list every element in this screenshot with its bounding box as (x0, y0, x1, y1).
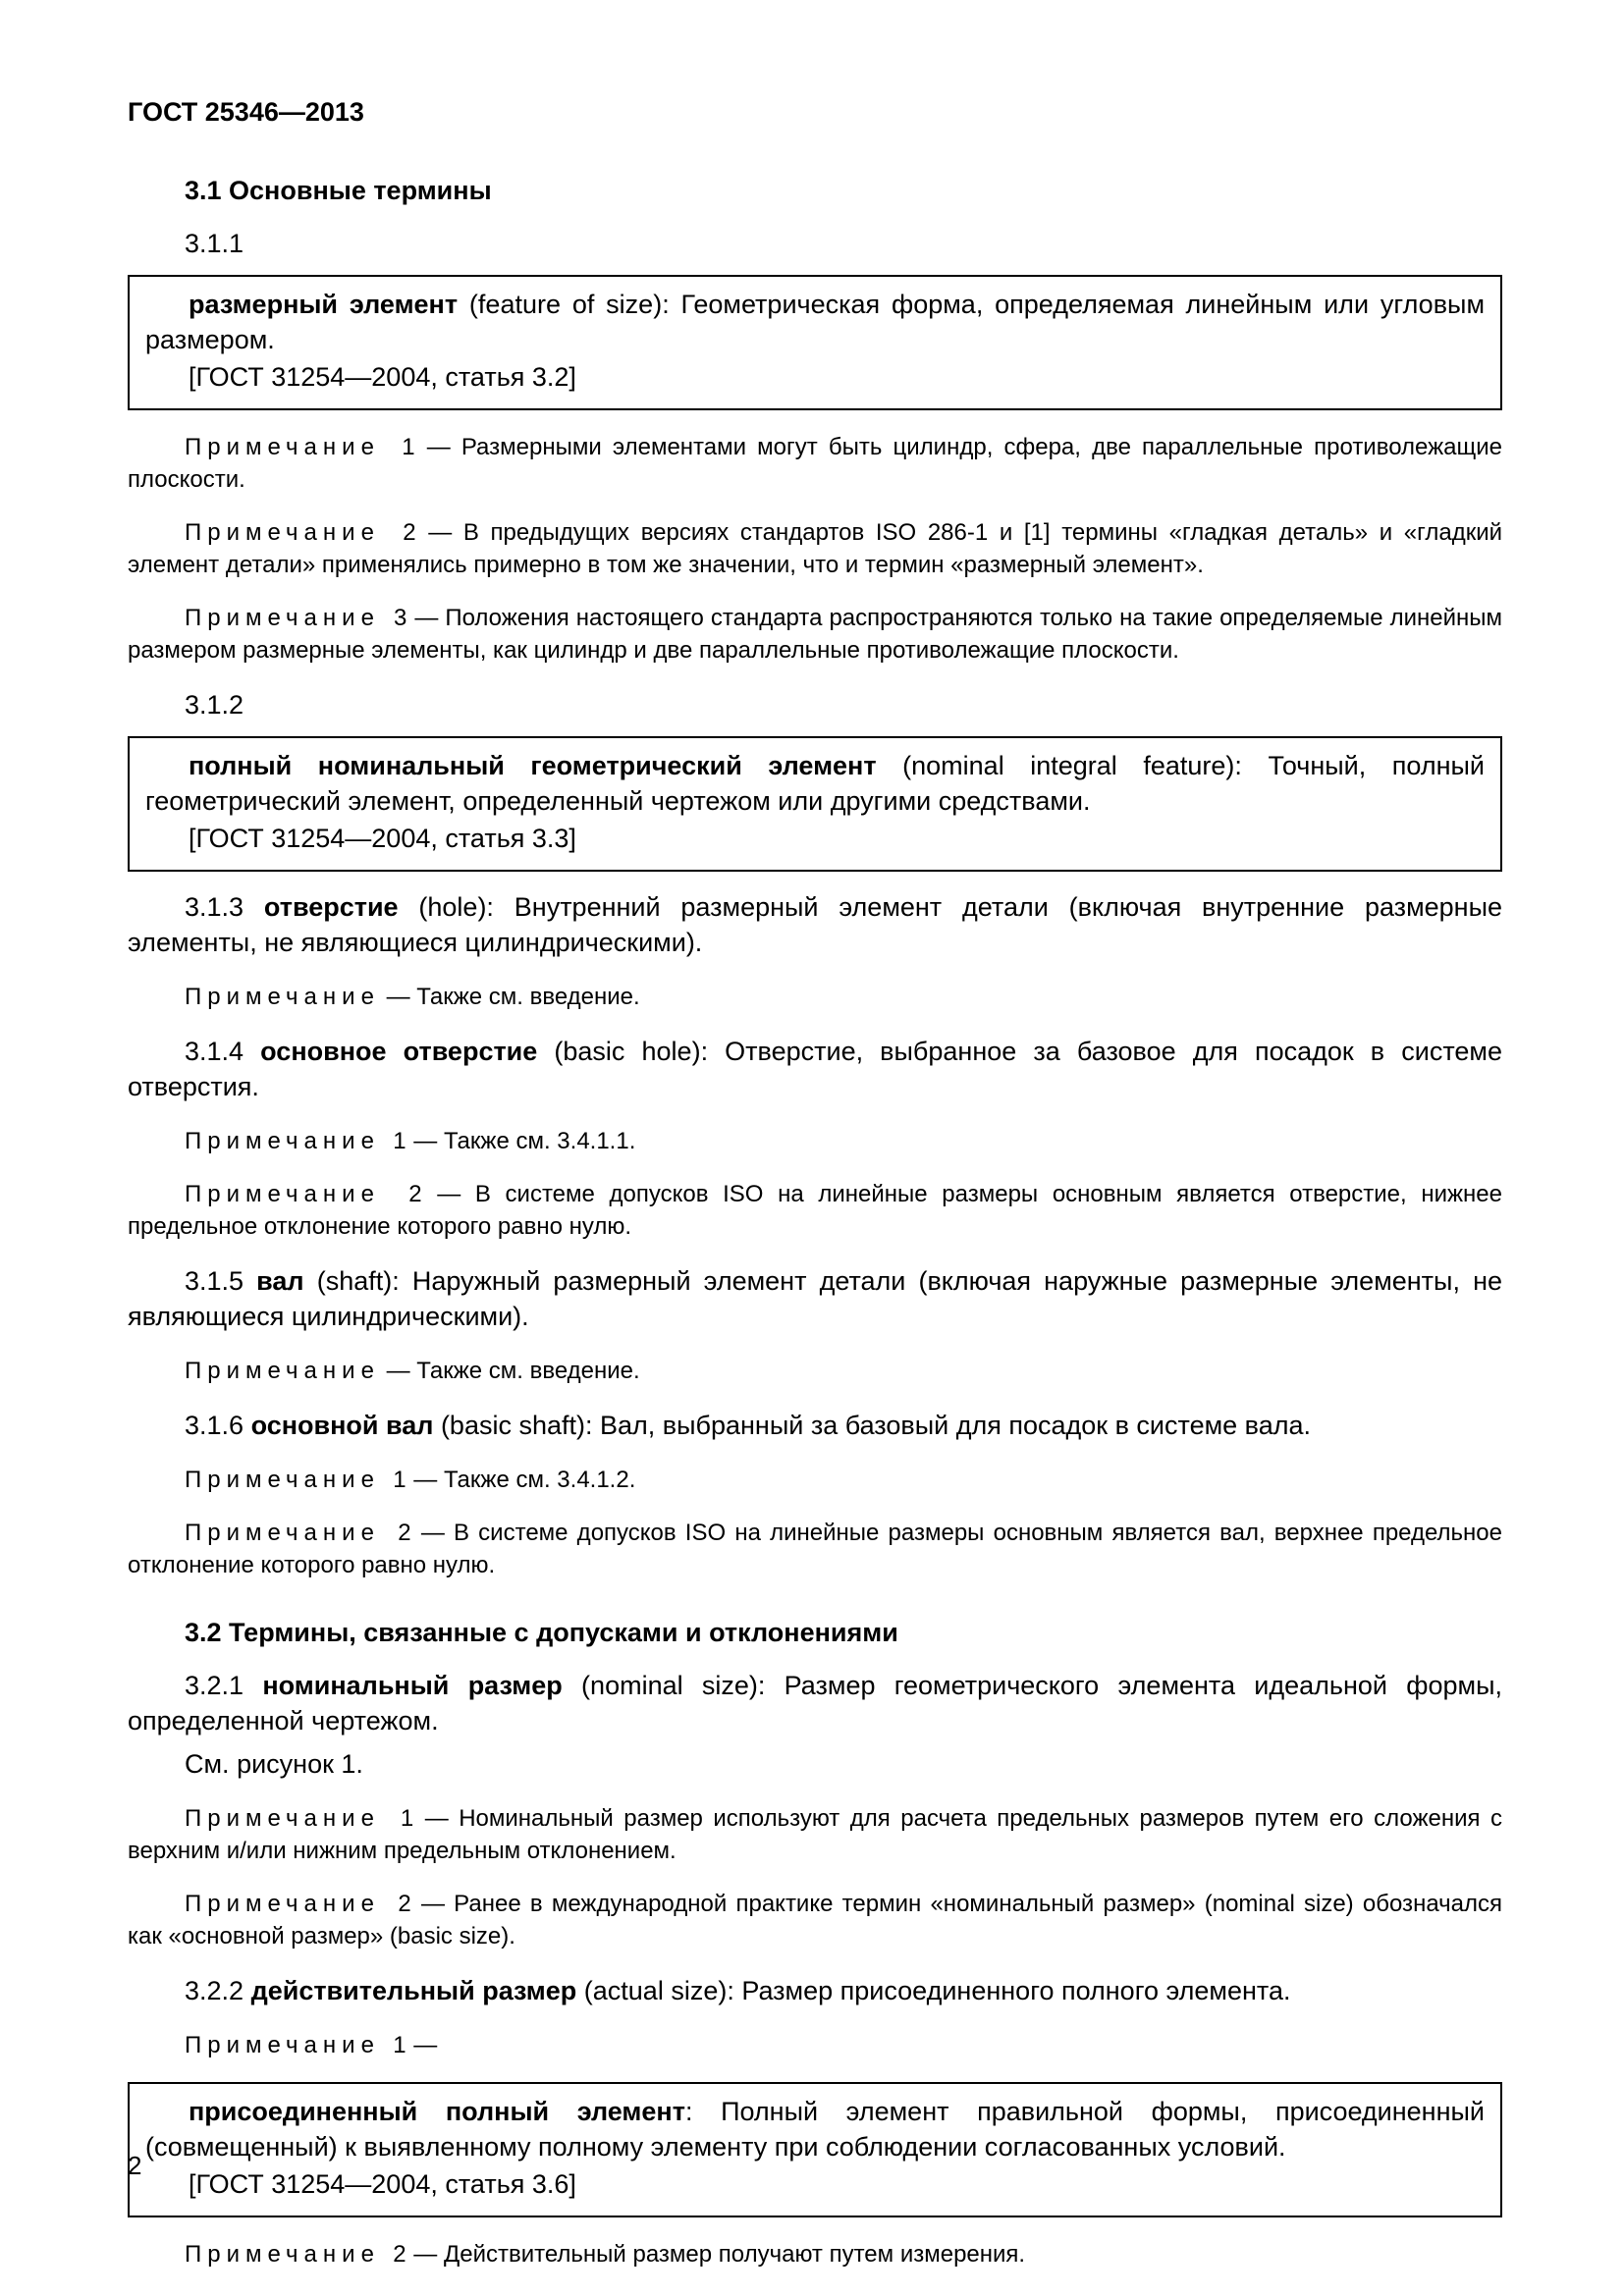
note (128, 1464, 1502, 1496)
page-number: 2 (128, 2151, 142, 2180)
clause-paragraph (128, 1973, 1502, 2008)
definition-text: : Полный элемент правильной формы, присоединенный (совмещенный) к выявленному полному элементу при соблюдении согласованных условий. (145, 2097, 1485, 2162)
note-text: — Ранее в международной практике термин «номинальный размер» (nominal size) обозначался как «основной размер» (basic size). (128, 1891, 1502, 1949)
note-text: — Положения настоящего стандарта распространяются только на такие определяемые линейным размером размерные элементы, как цилиндр и две параллельные противолежащие плоскости. (128, 605, 1503, 664)
term: номинальный размер (262, 1671, 563, 1700)
note-label: Примечание (185, 1358, 380, 1384)
definition-line (145, 2166, 1485, 2202)
note-number: 1 (393, 1467, 407, 1493)
term: размерный элемент (189, 290, 459, 319)
note (128, 516, 1502, 581)
definition-box (128, 275, 1502, 410)
paragraph: См. рисунок 1. (185, 1749, 363, 1779)
note-label: Примечание (185, 605, 380, 631)
note (128, 2238, 1502, 2270)
clause-paragraph (128, 1408, 1502, 1443)
note-label: Примечание (185, 2032, 380, 2058)
clause-text: (hole): Внутренний размерный элемент детали (включая внутренние размерные элементы, не являющиеся цилиндрическими). (128, 892, 1502, 957)
note-label: Примечание (185, 434, 380, 460)
definition-text: [ГОСТ 31254—2004, статья 3.2] (189, 362, 576, 392)
note (128, 1355, 1502, 1387)
definition-box (128, 2082, 1502, 2217)
clause-text: (shaft): Наружный размерный элемент детали (включая наружные размерные элементы, не являющиеся цилиндрическими). (128, 1266, 1502, 1331)
note-label: Примечание (185, 2241, 380, 2268)
note-text: — Размерными элементами могут быть цилиндр, сфера, две параллельные противолежащие плоскости. (128, 434, 1502, 493)
note-number: 2 (408, 1181, 423, 1207)
definition-line (145, 748, 1485, 819)
clause-text: 3.1.4 (185, 1037, 261, 1066)
document-content (128, 173, 1502, 2270)
term: присоединенный полный элемент (189, 2097, 685, 2126)
clause-text: (basic hole): Отверстие, выбранное за базовое для посадок в системе отверстия. (128, 1037, 1502, 1101)
clause-text: 3.1.5 (185, 1266, 257, 1296)
definition-text: (nominal integral feature): Точный, полный геометрический элемент, определенный чертежом или другими средствами. (145, 751, 1485, 816)
note-label: Примечание (185, 1128, 380, 1154)
clause-text: 3.1.6 (185, 1411, 251, 1440)
note-label: Примечание (185, 1181, 380, 1207)
definition-line (145, 359, 1485, 395)
note-number: 2 (398, 1520, 412, 1546)
note-number: 2 (393, 2241, 407, 2268)
note-number: 2 (403, 519, 417, 546)
note-number: 3 (393, 605, 408, 631)
term: отверстие (263, 892, 399, 922)
paragraph: 3.1.1 (185, 229, 244, 258)
clause-text: 3.2.2 (185, 1976, 251, 2005)
note-text: — В системе допусков ISO на линейные размеры основным является отверстие, нижнее предельное отклонение которого равно нулю. (128, 1181, 1503, 1240)
note-number: 1 (400, 1805, 415, 1832)
note (128, 431, 1502, 496)
note-label: Примечание (185, 984, 380, 1010)
term: основной вал (250, 1411, 434, 1440)
note-text: — Номинальный размер используют для расчета предельных размеров путем его сложения с верхним и/или нижним предельным отклонением. (128, 1805, 1502, 1864)
note-text: — Также см. введение. (386, 984, 640, 1010)
section-heading: 3.1 Основные термины (185, 176, 492, 205)
note-label: Примечание (185, 1805, 380, 1832)
note-text: — (413, 2032, 438, 2058)
definition-line (145, 821, 1485, 856)
clause-paragraph (128, 1668, 1502, 1738)
clause-text: 3.1.3 (185, 892, 264, 922)
paragraph: 3.1.2 (185, 690, 244, 720)
document-header: ГОСТ 25346—2013 (128, 97, 364, 127)
clause-text: (nominal size): Размер геометрического элемента идеальной формы, определенной чертежом. (128, 1671, 1503, 1735)
clause-paragraph (128, 889, 1502, 960)
note (128, 602, 1502, 667)
note-text: — В предыдущих версиях стандартов ISO 286-1 и [1] термины «гладкая деталь» и «гладкий элемент детали» применялись примерно в том же значении, что и термин «размерный элемент». (128, 519, 1503, 578)
term: полный номинальный геометрический элемент (189, 751, 877, 780)
section-heading: 3.2 Термины, связанные с допусками и отклонениями (185, 1618, 898, 1647)
term: основное отверстие (260, 1037, 538, 1066)
note (128, 1125, 1502, 1157)
clause-text: 3.2.1 (185, 1671, 263, 1700)
clause-paragraph (128, 1263, 1502, 1334)
note-label: Примечание (185, 1467, 380, 1493)
definition-text: (feature of size): Геометрическая форма, определяемая линейным или угловым размером. (145, 290, 1486, 354)
note-number: 2 (398, 1891, 412, 1917)
clause-text: (actual size): Размер присоединенного полного элемента. (576, 1976, 1291, 2005)
note-text: — Действительный размер получают путем измерения. (413, 2241, 1026, 2268)
clause-paragraph (128, 1034, 1502, 1104)
note-text: — Также см. 3.4.1.2. (413, 1467, 636, 1493)
definition-box (128, 736, 1502, 872)
definition-text: [ГОСТ 31254—2004, статья 3.3] (189, 824, 576, 853)
note (128, 1517, 1502, 1581)
note-text: — В системе допусков ISO на линейные размеры основным является вал, верхнее предельное отклонение которого равно нулю. (128, 1520, 1502, 1578)
note (128, 1178, 1502, 1243)
note (128, 981, 1502, 1013)
term: вал (256, 1266, 304, 1296)
note (128, 2029, 1502, 2061)
definition-text: [ГОСТ 31254—2004, статья 3.6] (189, 2169, 576, 2199)
note-text: — Также см. 3.4.1.1. (413, 1128, 636, 1154)
note-label: Примечание (185, 1891, 380, 1917)
definition-line (145, 2094, 1485, 2164)
note-number: 1 (393, 2032, 407, 2058)
definition-line (145, 287, 1485, 357)
note (128, 1802, 1502, 1867)
note-number: 1 (393, 1128, 407, 1154)
note-label: Примечание (185, 519, 380, 546)
clause-text: (basic shaft): Вал, выбранный за базовый для посадок в системе вала. (433, 1411, 1311, 1440)
note-number: 1 (402, 434, 416, 460)
term: действительный размер (250, 1976, 577, 2005)
note (128, 1888, 1502, 1952)
note-label: Примечание (185, 1520, 380, 1546)
note-text: — Также см. введение. (386, 1358, 640, 1384)
